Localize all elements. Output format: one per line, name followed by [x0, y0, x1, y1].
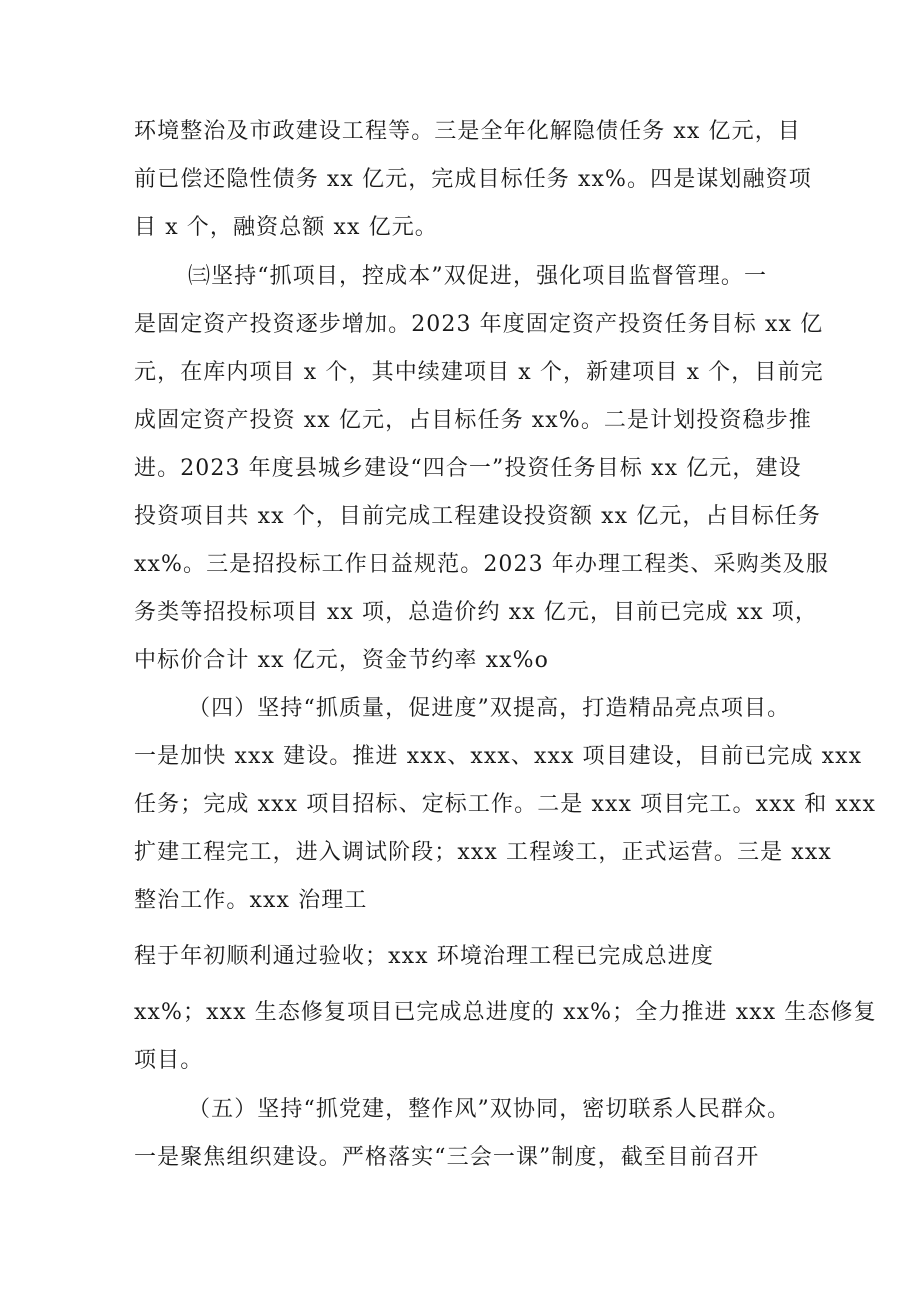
text-line: 目 x 个，融资总额 xx 亿元。 [134, 215, 438, 240]
text-line: 一是聚焦组织建设。严格落实“三会一课”制度，截至目前召开 [134, 1145, 760, 1170]
section-3-heading: ㈢坚持“抓项目，控成本”双促进，强化项目监督管理。一 [188, 264, 768, 289]
text-line: 项目。 [134, 1048, 204, 1073]
text-line: 是固定资产投资逐步增加。2023 年度固定资产投资任务目标 xx 亿 [134, 312, 824, 337]
text-line: 程于年初顺利通过验收；xxx 环境治理工程已完成总进度 [134, 944, 714, 969]
text-line: 进。2023 年度县城乡建设“四合一”投资任务目标 xx 亿元，建设 [134, 456, 802, 481]
text-line: xx%；xxx 生态修复项目已完成总进度的 xx%；全力推进 xxx 生态修复 [134, 1000, 877, 1025]
text-line: 中标价合计 xx 亿元，资金节约率 xx%o [134, 648, 549, 673]
text-line: 前已偿还隐性债务 xx 亿元，完成目标任务 xx%。四是谋划融资项 [134, 167, 812, 192]
section-5-heading: （五）坚持“抓党建，整作风”双协同，密切联系人民群众。 [188, 1097, 791, 1122]
text-line: 整治工作。xxx 治理工 [134, 888, 368, 913]
text-line: xx%。三是招投标工作日益规范。2023 年办理工程类、采购类及服 [134, 552, 830, 577]
text-line: 任务；完成 xxx 项目招标、定标工作。二是 xxx 项目完工。xxx 和 xxx [134, 792, 876, 817]
text-line: 务类等招投标项目 xx 项，总造价约 xx 亿元，目前已完成 xx 项， [134, 600, 819, 625]
section-4-heading: （四）坚持“抓质量，促进度”双提高，打造精品亮点项目。 [188, 696, 791, 721]
text-line: 投资项目共 xx 个，目前完成工程建设投资额 xx 亿元，占目标任务 [134, 504, 822, 529]
text-line: 环境整治及市政建设工程等。三是全年化解隐债任务 xx 亿元，目 [134, 119, 801, 144]
text-line: 一是加快 xxx 建设。推进 xxx、xxx、xxx 项目建设，目前已完成 xxx [134, 744, 863, 769]
text-line: 元，在库内项目 x 个，其中续建项目 x 个，新建项目 x 个，目前完 [134, 360, 824, 385]
text-line: 扩建工程完工，进入调试阶段；xxx 工程竣工，正式运营。三是 xxx [134, 840, 832, 865]
text-line: 成固定资产投资 xx 亿元，占目标任务 xx%。二是计划投资稳步推 [134, 408, 812, 433]
